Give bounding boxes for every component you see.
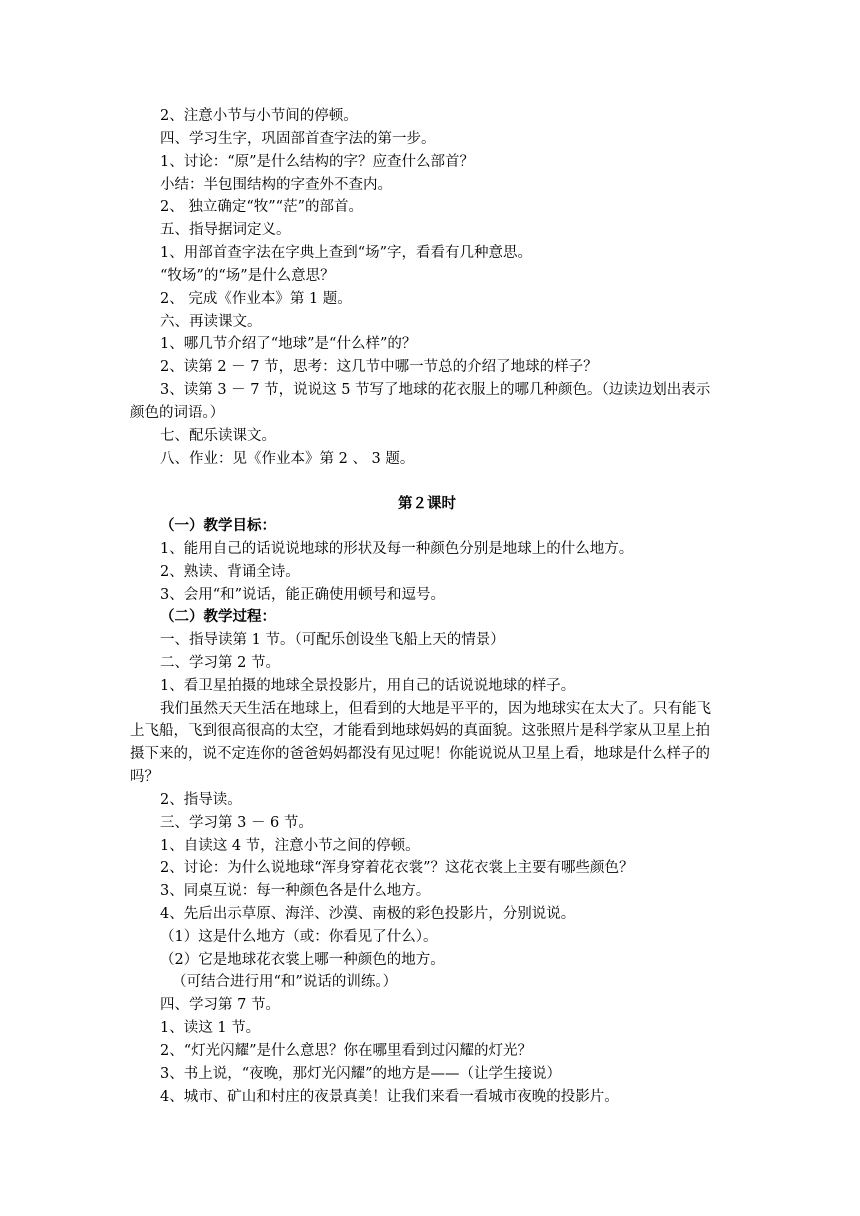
text-line: （1）这是什么地方（或：你看见了什么）。 (160, 929, 438, 945)
text-line: 2、 独立确定“牧”“茫”的部首。 (160, 199, 363, 215)
section-heading: （一）教学目标： (160, 518, 276, 534)
text-line: 4、城市、矿山和村庄的夜景真美！让我们来看一看城市夜晚的投影片。 (160, 1089, 619, 1105)
text-line: 七、配乐读课文。 (160, 428, 276, 444)
section-title: 第２课时 (398, 496, 456, 512)
text-line: 我们虽然天天生活在地球上，但看到的大地是平平的，因为地球实在太大了。只有能飞 (160, 701, 711, 717)
text-line: （2）它是地球花衣裳上哪一种颜色的地方。 (160, 952, 445, 968)
text-line: 4、先后出示草原、海洋、沙漠、南极的彩色投影片，分别说说。 (160, 906, 576, 922)
text-line: 四、学习第 7 节。 (160, 997, 280, 1013)
section-heading: （二）教学过程： (160, 609, 276, 625)
text-line: 2、“灯光闪耀”是什么意思？你在哪里看到过闪耀的灯光？ (160, 1043, 533, 1059)
text-line: 小结：半包围结构的字查外不查内。 (160, 177, 392, 193)
text-line: 3、书上说，“夜晚，那灯光闪耀”的地方是——（让学生接说） (160, 1066, 562, 1082)
text-line: 2、讨论：为什么说地球“浑身穿着花衣裳”？这花衣裳上主要有哪些颜色？ (160, 860, 634, 876)
text-line: 1、用部首查字法在字典上查到“场”字，看看有几种意思。 (160, 245, 533, 261)
text-line: 1、讨论：“原”是什么结构的字？应查什么部首？ (160, 154, 475, 170)
text-line: “牧场”的“场”是什么意思？ (160, 268, 335, 284)
text-line: 四、学习生字，巩固部首查字法的第一步。 (160, 131, 436, 147)
text-line: 1、自读这 4 节，注意小节之间的停顿。 (160, 838, 420, 854)
text-line: 2、读第 2 － 7 节，思考：这几节中哪一节总的介绍了地球的样子？ (160, 359, 598, 375)
text-line: 1、看卫星拍摄的地球全景投影片，用自己的话说说地球的样子。 (160, 678, 576, 694)
text-line: 二、学习第 2 节。 (160, 655, 280, 671)
text-line: 1、哪几节介绍了“地球”是“什么样”的？ (160, 336, 417, 352)
text-line: 3、读第 3 － 7 节，说说这 5 节写了地球的花衣服上的哪几种颜色。（边读边划出表示 (160, 382, 711, 398)
text-line: 吗？ (130, 769, 159, 785)
text-line: 2、 完成《作业本》第 1 题。 (160, 291, 352, 307)
text-line: 上飞船，飞到很高很高的太空，才能看到地球妈妈的真面貌。这张照片是科学家从卫星上拍 (130, 723, 710, 739)
text-line: 摄下来的，说不定连你的爸爸妈妈都没有见过呢！你能说说从卫星上看，地球是什么样子的 (130, 746, 710, 762)
text-line: 3、会用“和”说话，能正确使用顿号和逗号。 (160, 587, 446, 603)
text-line: 五、指导据词定义。 (160, 222, 291, 238)
text-line: 八、作业：见《作业本》第 2 、 3 题。 (160, 451, 415, 467)
text-line: 颜色的词语。） (130, 405, 225, 421)
text-line: 1、读这 1 节。 (160, 1020, 261, 1036)
text-line: 2、熟读、背诵全诗。 (160, 564, 300, 580)
text-line: 2、注意小节与小节间的停顿。 (160, 108, 358, 124)
text-line: 三、学习第 3 － 6 节。 (160, 815, 313, 831)
text-line: 3、同桌互说：每一种颜色各是什么地方。 (160, 883, 431, 899)
text-line: （可结合进行用“和”说话的训练。） (172, 974, 398, 990)
text-line: 六、再读课文。 (160, 314, 262, 330)
text-line: 1、能用自己的话说说地球的形状及每一种颜色分别是地球上的什么地方。 (160, 541, 634, 557)
text-line: 2、指导读。 (160, 792, 242, 808)
text-line: 一、指导读第 1 节。（可配乐创设坐飞船上天的情景） (160, 632, 505, 648)
